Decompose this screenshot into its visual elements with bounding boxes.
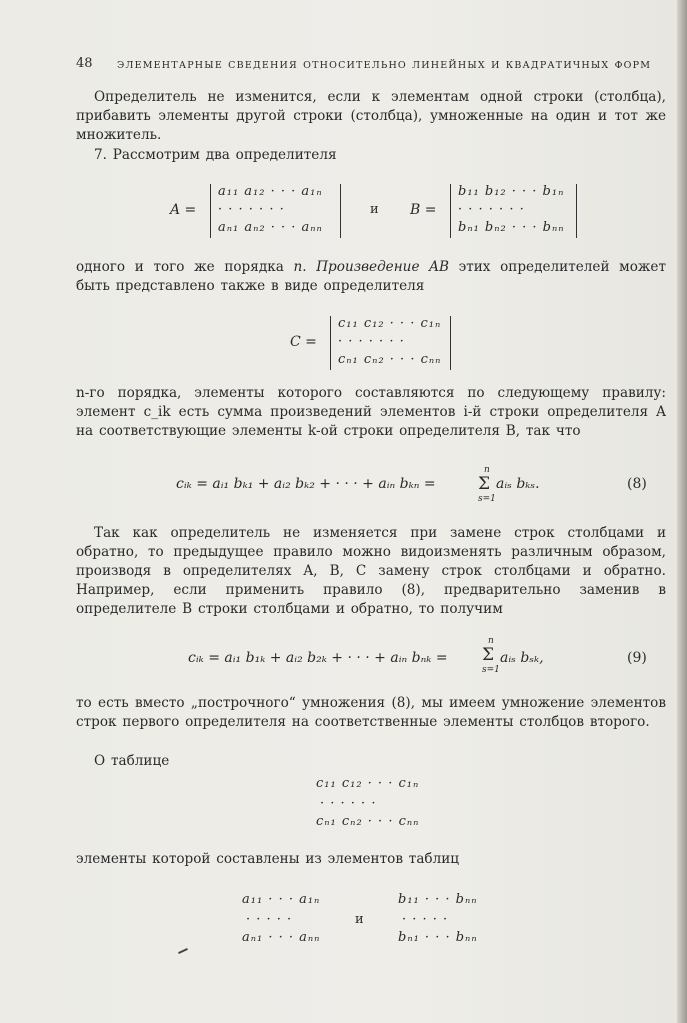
running-header: ЭЛЕМЕНТАРНЫЕ СВЕДЕНИЯ ОТНОСИТЕЛЬНО ЛИНЕЙНЫХ И КВАДРАТИЧНЫХ ФОРМ bbox=[117, 60, 652, 71]
paragraph-2-text: 7. Рассмотрим два определителя bbox=[94, 147, 337, 163]
paragraph-7 bbox=[76, 752, 666, 771]
paragraph-3-italic: Произведение AB bbox=[316, 259, 449, 275]
paragraph-3-n: n bbox=[293, 259, 303, 275]
paragraph-1 bbox=[76, 88, 666, 145]
eq9-sum-upper: n bbox=[488, 636, 494, 646]
table-c-row-1: c₁₁ c₁₂ · · · c₁ₙ bbox=[316, 776, 420, 791]
table-c-row-3: cₙ₁ cₙ₂ · · · cₙₙ bbox=[316, 814, 420, 829]
eq9-number: (9) bbox=[627, 650, 647, 666]
det-c-row-3: cₙ₁ cₙ₂ · · · cₙₙ bbox=[338, 352, 442, 367]
det-a-label: A = bbox=[170, 202, 197, 218]
tables-and-conjunction: и bbox=[355, 912, 365, 927]
eq8-sum-lower: s=1 bbox=[478, 494, 496, 504]
and-text: и bbox=[370, 202, 379, 217]
det-b-row-2: · · · · · · · bbox=[458, 202, 525, 217]
det-a-row-3: aₙ₁ aₙ₂ · · · aₙₙ bbox=[218, 220, 323, 235]
determinant-a bbox=[170, 184, 350, 238]
paragraph-4-text: n-го порядка, элементы которого составляются по следующему правилу: элемент c_ik есть сумма произведений элементов i-й строки определителя A на соответствующие элементы k-ой строки определителя B, так что bbox=[76, 385, 666, 439]
ink-mark bbox=[178, 948, 188, 954]
paragraph-2 bbox=[76, 146, 666, 165]
det-c-row-1: c₁₁ c₁₂ · · · c₁ₙ bbox=[338, 316, 442, 331]
eq9-sum-lower: s=1 bbox=[482, 665, 500, 675]
eq8-sigma: Σ bbox=[478, 474, 491, 494]
table-a-row-2: · · · · · bbox=[246, 912, 293, 927]
eq8-number: (8) bbox=[627, 476, 647, 492]
determinant-b bbox=[410, 184, 585, 238]
det-a-row-2: · · · · · · · bbox=[218, 202, 285, 217]
eq9-sigma: Σ bbox=[482, 645, 495, 665]
paragraph-3-b: . bbox=[302, 259, 317, 275]
paragraph-6 bbox=[76, 694, 666, 732]
paragraph-5-text: Так как определитель не изменяется при замене строк столбцами и обратно, то предыдущее правило можно видоизменять различным образом, производя в определителях A, B, C замену строк столбцами и обратно. Например, если применить правило (8), предварительно заменив в определителе B строки столбцами и обратно, то получим bbox=[76, 525, 666, 617]
table-a-row-3: aₙ₁ · · · aₙₙ bbox=[242, 930, 321, 945]
det-a-right-bar bbox=[340, 184, 341, 238]
and-conjunction bbox=[370, 202, 379, 217]
eq8-sum-upper: n bbox=[484, 465, 490, 475]
eq9-rhs: aᵢₛ bₛₖ, bbox=[500, 650, 544, 666]
table-b-row-2: · · · · · bbox=[402, 912, 449, 927]
det-b-left-bar bbox=[450, 184, 451, 238]
det-c-left-bar bbox=[330, 316, 331, 370]
det-b-row-3: bₙ₁ bₙ₂ · · · bₙₙ bbox=[458, 220, 565, 235]
table-b-row-1: b₁₁ · · · bₙₙ bbox=[398, 892, 478, 907]
table-c-row-2: · · · · · · bbox=[320, 796, 377, 811]
paragraph-3-a: одного и того же порядка bbox=[76, 259, 294, 275]
paragraph-6-text: то есть вместо „построчного“ умножения (8), мы имеем умножение элементов строк первого определителя на соответственные элементы столбцов второго. bbox=[76, 695, 666, 730]
paragraph-1-text: Определитель не изменится, если к элементам одной строки (столбца), прибавить элементы другой строки (столбца), умноженные на один и тот же множитель. bbox=[76, 89, 666, 143]
eq9-lhs: cᵢₖ = aᵢ₁ b₁ₖ + aᵢ₂ b₂ₖ + · · · + aᵢₙ bₙₖ = bbox=[188, 650, 448, 666]
det-c-right-bar bbox=[450, 316, 451, 370]
table-a-row-1: a₁₁ · · · a₁ₙ bbox=[242, 892, 321, 907]
paragraph-3-c: этих определителей может быть представлено также в виде определителя bbox=[76, 259, 666, 294]
paragraph-4 bbox=[76, 384, 666, 441]
paragraph-5 bbox=[76, 524, 666, 619]
det-b-label: B = bbox=[410, 202, 437, 218]
det-c-row-2: · · · · · · · bbox=[338, 334, 405, 349]
det-c-label: C = bbox=[290, 334, 317, 350]
paragraph-8-text: элементы которой составлены из элементов таблиц bbox=[76, 851, 460, 867]
paragraph-7-text: О таблице bbox=[94, 753, 170, 769]
paragraph-3 bbox=[76, 258, 666, 296]
det-a-row-1: a₁₁ a₁₂ · · · a₁ₙ bbox=[218, 184, 323, 199]
det-b-right-bar bbox=[576, 184, 577, 238]
table-b-row-3: bₙ₁ · · · bₙₙ bbox=[398, 930, 478, 945]
det-b-row-1: b₁₁ b₁₂ · · · b₁ₙ bbox=[458, 184, 565, 199]
eq8-rhs: aᵢₛ bₖₛ. bbox=[496, 476, 540, 492]
page-gutter-shadow bbox=[677, 0, 687, 1023]
eq8-lhs: cᵢₖ = aᵢ₁ bₖ₁ + aᵢ₂ bₖ₂ + · · · + aᵢₙ bₖₙ = bbox=[176, 476, 436, 492]
determinant-c bbox=[290, 316, 460, 370]
paragraph-8 bbox=[76, 850, 666, 869]
equation-9 bbox=[188, 650, 448, 666]
equation-8 bbox=[176, 476, 436, 492]
det-a-left-bar bbox=[210, 184, 211, 238]
page-number: 48 bbox=[76, 56, 93, 71]
